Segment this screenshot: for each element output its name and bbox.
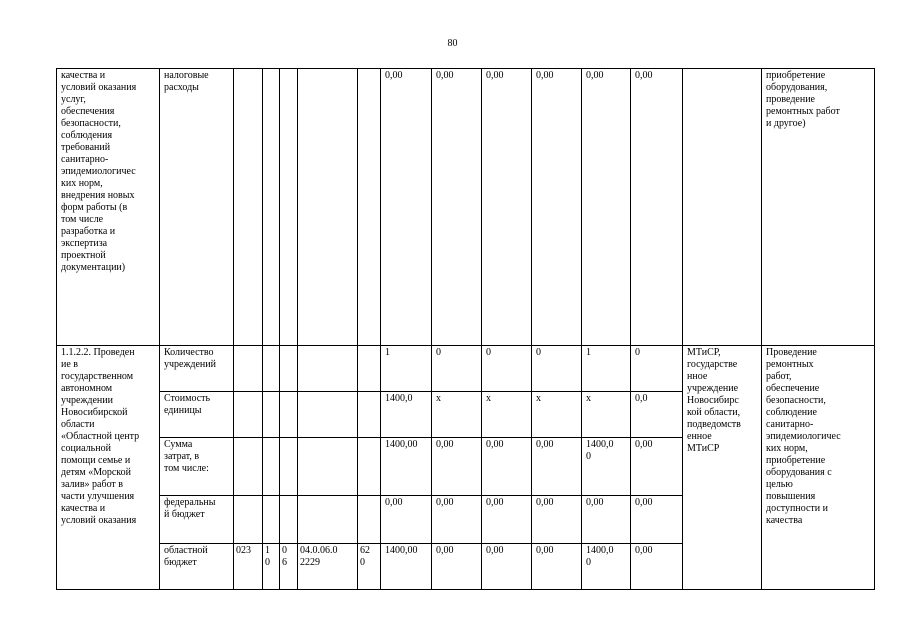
value-cell: 1400,00: [381, 544, 432, 590]
table-row: [57, 346, 875, 392]
indicator-cell: налоговые расходы: [160, 69, 234, 346]
value-cell: x: [582, 392, 631, 438]
executor-cell: МТиСР, государстве нное учреждение Новосибирс кой области, подведомств енное МТиСР: [683, 346, 762, 590]
value-cell: 1400,0 0: [582, 544, 631, 590]
code-cell: 0 6: [280, 544, 298, 590]
executor-cell: [683, 69, 762, 346]
value-cell: 0,00: [432, 69, 482, 346]
code-cell: 1 0: [263, 544, 280, 590]
code-cell: [358, 69, 381, 346]
result-cell: Проведение ремонтных работ, обеспечение безопасности, соблюдение санитарно- эпидемиологичес ких норм, приобретение оборудования с целью повышения доступности и качества: [762, 346, 875, 590]
code-cell: [263, 69, 280, 346]
code-cell: [234, 69, 263, 346]
indicator-cell: областной бюджет: [160, 544, 234, 590]
code-cell: [280, 392, 298, 438]
value-cell: 0,00: [532, 69, 582, 346]
code-cell: [298, 438, 358, 496]
value-cell: 0,00: [482, 438, 532, 496]
value-cell: 0,00: [432, 544, 482, 590]
table-row: [57, 69, 875, 346]
value-cell: 0,00: [482, 496, 532, 544]
program-table: [56, 68, 875, 590]
value-cell: 0,00: [631, 544, 683, 590]
value-cell: 0: [432, 346, 482, 392]
value-cell: 1400,0: [381, 392, 432, 438]
indicator-cell: Сумма затрат, в том числе:: [160, 438, 234, 496]
value-cell: 0,00: [631, 496, 683, 544]
indicator-cell: Количество учреждений: [160, 346, 234, 392]
value-cell: x: [482, 392, 532, 438]
value-cell: 0,00: [432, 438, 482, 496]
code-cell: [358, 392, 381, 438]
objective-cell: качества и условий оказания услуг, обеспечения безопасности, соблюдения требований санитарно- эпидемиологичес ких норм, внедрения новых форм работы (в том числе разработка и экспертиза проектной документации): [57, 69, 160, 346]
code-cell: [263, 346, 280, 392]
page-number: 80: [447, 38, 458, 49]
code-cell: 04.0.06.0 2229: [298, 544, 358, 590]
objective-cell: 1.1.2.2. Проведен ие в государственном автономном учреждении Новосибирской области «Областной центр социальной помощи семье и детям «Морской залив» работ в части улучшения качества и условий оказания: [57, 346, 160, 590]
code-cell: [263, 392, 280, 438]
code-cell: [358, 496, 381, 544]
code-cell: 62 0: [358, 544, 381, 590]
value-cell: 1400,0 0: [582, 438, 631, 496]
code-cell: [234, 392, 263, 438]
value-cell: 0,00: [482, 544, 532, 590]
code-cell: [298, 392, 358, 438]
code-cell: [234, 438, 263, 496]
code-cell: [298, 346, 358, 392]
code-cell: [263, 438, 280, 496]
code-cell: [280, 496, 298, 544]
value-cell: 0,00: [532, 544, 582, 590]
value-cell: 0,00: [631, 69, 683, 346]
code-cell: [298, 496, 358, 544]
indicator-cell: федеральны й бюджет: [160, 496, 234, 544]
result-cell: приобретение оборудования, проведение ремонтных работ и другое): [762, 69, 875, 346]
value-cell: x: [532, 392, 582, 438]
value-cell: 1400,00: [381, 438, 432, 496]
code-cell: [280, 69, 298, 346]
value-cell: 0: [482, 346, 532, 392]
value-cell: 0: [532, 346, 582, 392]
value-cell: 0,00: [381, 69, 432, 346]
code-cell: [280, 438, 298, 496]
value-cell: 1: [582, 346, 631, 392]
code-cell: [358, 438, 381, 496]
value-cell: 1: [381, 346, 432, 392]
code-cell: [263, 496, 280, 544]
value-cell: 0,00: [432, 496, 482, 544]
value-cell: 0,00: [482, 69, 532, 346]
code-cell: [298, 69, 358, 346]
code-cell: [280, 346, 298, 392]
indicator-cell: Стоимость единицы: [160, 392, 234, 438]
code-cell: [358, 346, 381, 392]
code-cell: 023: [234, 544, 263, 590]
code-cell: [234, 346, 263, 392]
value-cell: 0,00: [532, 438, 582, 496]
value-cell: 0,00: [532, 496, 582, 544]
value-cell: x: [432, 392, 482, 438]
value-cell: 0,00: [381, 496, 432, 544]
value-cell: 0: [631, 346, 683, 392]
value-cell: 0,00: [631, 438, 683, 496]
code-cell: [234, 496, 263, 544]
value-cell: 0,00: [582, 496, 631, 544]
value-cell: 0,0: [631, 392, 683, 438]
value-cell: 0,00: [582, 69, 631, 346]
